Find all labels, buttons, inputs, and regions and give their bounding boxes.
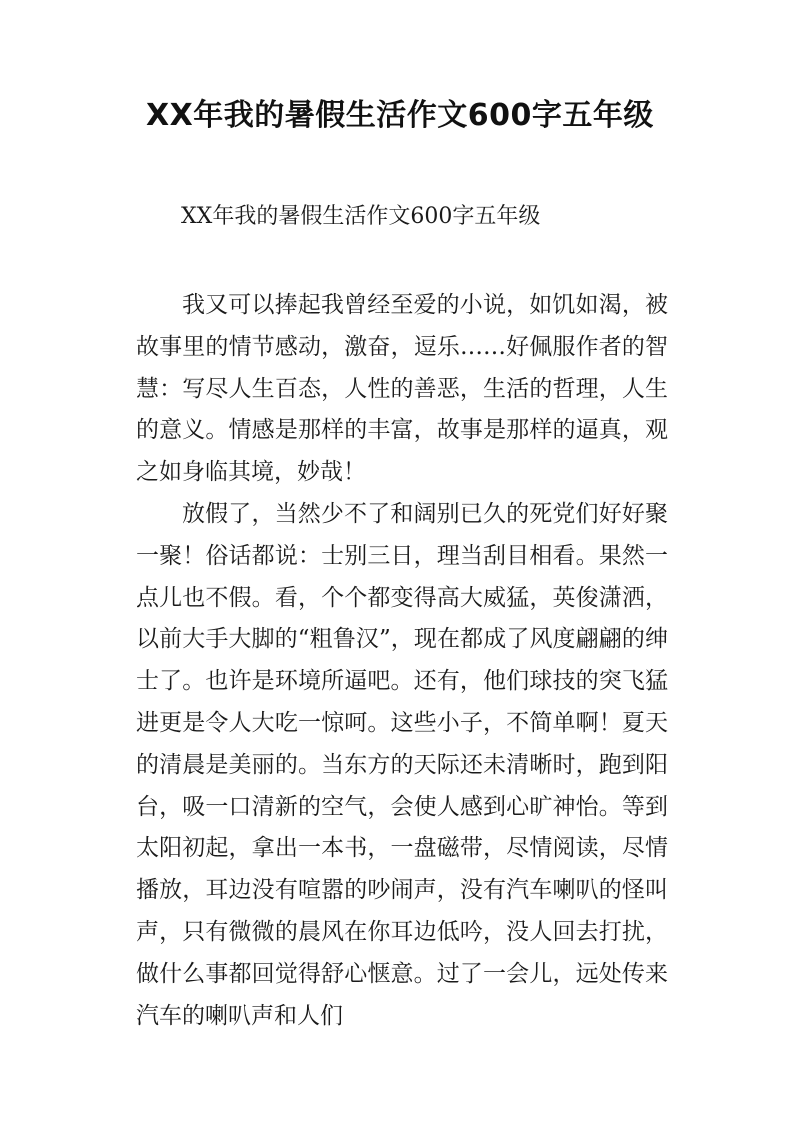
paragraph-2: 放假了，当然少不了和阔别已久的死党们好好聚一聚！俗话都说：士别三日，理当刮目相看。果然一点儿也不假。看，个个都变得高大威猛，英俊潇洒，以前大手大脚的“粗鲁汉”，现在都成了风度翩翩的绅士了。也许是环境所逼吧。还有，他们球技的突飞猛进更是令人大吃一惊呵。这些小子，不简单啊！夏天的清晨是美丽的。当东方的天际还未清晰时，跑到阳台，吸一口清新的空气，会使人感到心旷神怡。等到太阳初起，拿出一本书，一盘磁带，尽情阅读，尽情播放，耳边没有喧嚣的吵闹声，没有汽车喇叭的怪叫声，只有微微的晨风在你耳边低吟，没人回去打扰，做什么事都回觉得舒心惬意。过了一会儿，远处传来汽车的喇叭声和人们 <box>136 500 668 1029</box>
document-subtitle: XX年我的暑假生活作文600字五年级 <box>181 204 541 229</box>
document-title: XX年我的暑假生活作文600字五年级 <box>146 98 654 133</box>
document-body <box>136 285 668 1037</box>
paragraph-1: 我又可以捧起我曾经至爱的小说，如饥如渴，被故事里的情节感动，激奋，逗乐……好佩服作者的智慧：写尽人生百态，人性的善恶，生活的哲理，人生的意义。情感是那样的丰富，故事是那样的逼真，观之如身临其境，妙哉！ <box>136 292 668 486</box>
